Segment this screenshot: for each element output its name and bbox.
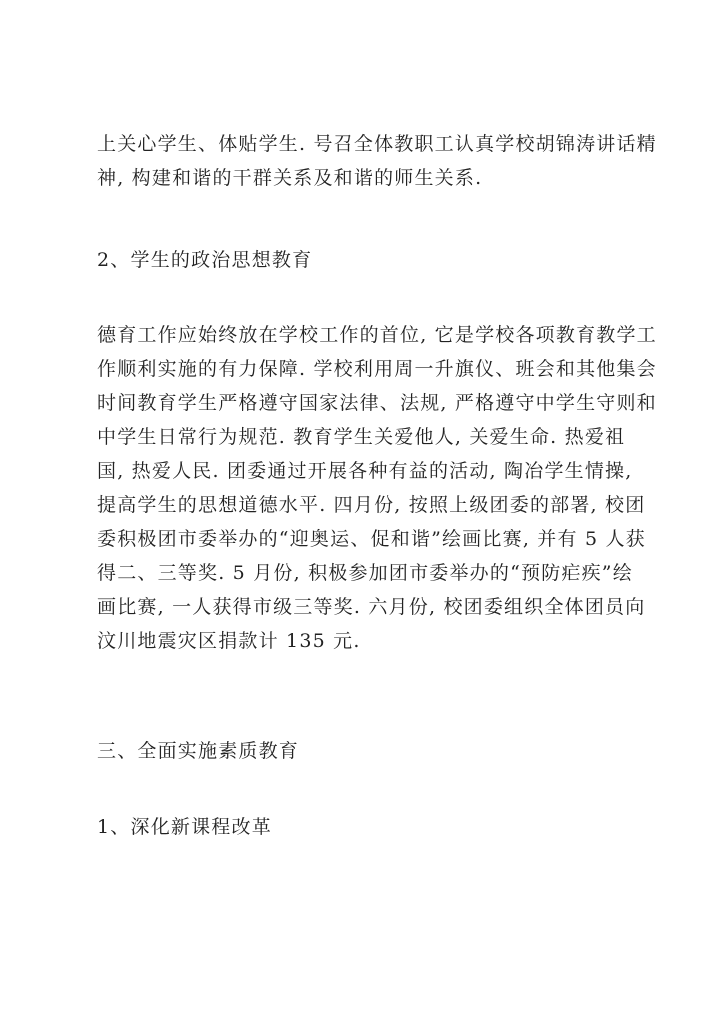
text-line: 中学生日常行为规范. 教育学生关爱他人, 关爱生命. 热爱祖 <box>97 426 626 448</box>
text-line: 上关心学生、体贴学生. 号召全体教职工认真学校胡锦涛讲话精 <box>97 133 657 155</box>
heading-text: 2、学生的政治思想教育 <box>97 249 313 271</box>
text-line: 时间教育学生严格遵守国家法律、法规, 严格遵守中学生守则和 <box>97 392 657 414</box>
text-line: 作顺利实施的有力保障. 学校利用周一升旗仪、班会和其他集会 <box>97 358 657 380</box>
text-line: 得二、三等奖. 5 月份, 积极参加团市委举办的“预防疟疾”绘 <box>97 562 633 584</box>
text-line: 德育工作应始终放在学校工作的首位, 它是学校各项教育教学工 <box>97 324 657 346</box>
text-line: 国, 热爱人民. 团委通过开展各种有益的活动, 陶冶学生情操, <box>97 460 633 482</box>
section-heading-curriculum-reform <box>97 810 657 844</box>
text-line: 神, 构建和谐的干群关系及和谐的师生关系. <box>97 167 483 189</box>
paragraph-continuation <box>97 127 657 195</box>
paragraph-moral-education <box>97 318 657 658</box>
text-line: 委积极团市委举办的“迎奥运、促和谐”绘画比赛, 并有 5 人获 <box>97 528 646 550</box>
heading-text: 1、深化新课程改革 <box>97 816 272 838</box>
section-heading-quality-education <box>97 734 657 768</box>
text-line: 汶川地震灾区捐款计 135 元. <box>97 630 361 652</box>
text-line: 画比赛, 一人获得市级三等奖. 六月份, 校团委组织全体团员向 <box>97 596 646 618</box>
heading-text: 三、全面实施素质教育 <box>97 740 300 762</box>
section-heading-political-education <box>97 243 657 277</box>
text-line: 提高学生的思想道德水平. 四月份, 按照上级团委的部署, 校团 <box>97 494 646 516</box>
